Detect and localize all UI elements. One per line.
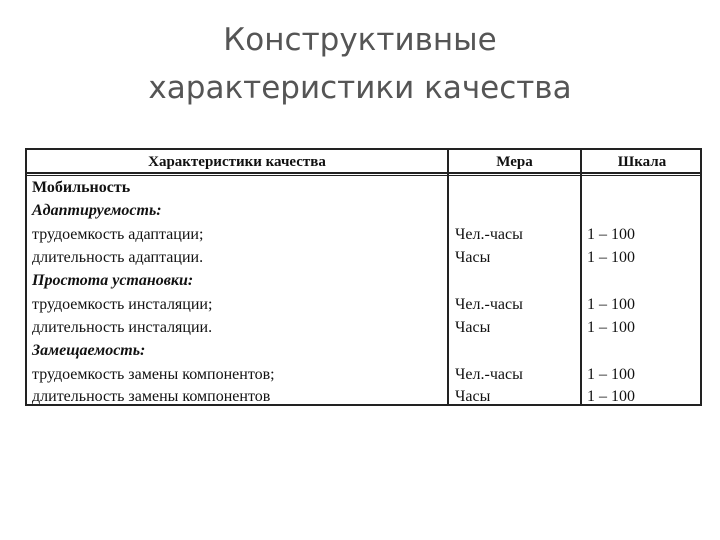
- slide-title-line-1: Конструктивные: [223, 22, 497, 58]
- row-label: длительность инсталяции.: [32, 319, 213, 336]
- table-row-mobility: [27, 176, 700, 199]
- slide-title: [0, 16, 720, 112]
- row-label: длительность адаптации.: [32, 249, 204, 266]
- row-scale: 1 – 100: [587, 366, 635, 383]
- row-scale: 1 – 100: [587, 319, 635, 336]
- table-row: [27, 316, 700, 339]
- row-label: Адаптируемость:: [32, 202, 162, 219]
- table-row-replaceability: [27, 339, 700, 362]
- header-scale: Шкала: [617, 154, 667, 170]
- table-row-adaptability: [27, 199, 700, 222]
- row-label: трудоемкость инсталяции;: [32, 296, 213, 313]
- table-row-ease-of-installation: [27, 269, 700, 292]
- row-label: длительность замены компонентов: [32, 388, 271, 405]
- row-label: Мобильность: [32, 179, 131, 196]
- slide-title-line-2: характеристики качества: [148, 70, 572, 106]
- row-label: трудоемкость замены компонентов;: [32, 366, 275, 383]
- row-measure: Чел.-часы: [455, 296, 523, 313]
- row-label: Замещаемость:: [32, 342, 146, 359]
- quality-characteristics-table: [25, 148, 702, 406]
- row-scale: 1 – 100: [587, 388, 635, 405]
- row-measure: Чел.-часы: [455, 226, 523, 243]
- row-scale: 1 – 100: [587, 226, 635, 243]
- header-measure: Мера: [496, 154, 533, 170]
- table-row: [27, 385, 700, 408]
- table-row: [27, 293, 700, 316]
- table-row: [27, 223, 700, 246]
- row-label: Простота установки:: [32, 272, 194, 289]
- row-label: трудоемкость адаптации;: [32, 226, 204, 243]
- table-row: [27, 363, 700, 386]
- row-scale: 1 – 100: [587, 296, 635, 313]
- row-measure: Чел.-часы: [455, 366, 523, 383]
- row-measure: Часы: [455, 249, 491, 266]
- row-measure: Часы: [455, 388, 491, 405]
- row-scale: 1 – 100: [587, 249, 635, 266]
- table-row: [27, 246, 700, 269]
- header-characteristics: Характеристики качества: [148, 154, 326, 170]
- row-measure: Часы: [455, 319, 491, 336]
